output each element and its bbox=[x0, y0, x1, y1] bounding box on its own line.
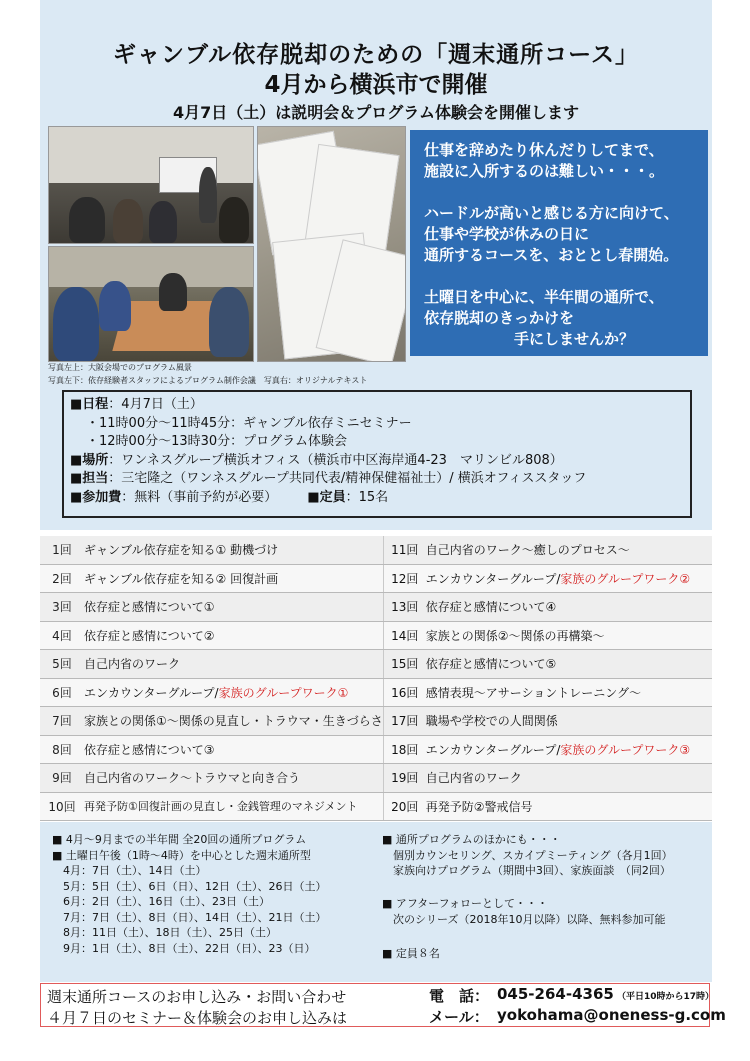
page-subtitle: 4月7日（土）は説明会＆プログラム体験会を開催します bbox=[172, 103, 580, 122]
session-number: 10回 bbox=[40, 792, 84, 821]
contact-box bbox=[40, 983, 726, 1027]
callout-text-3: 土曜日を中心に、半年間の通所で、 依存脱却のきっかけを 手にしませんか？ bbox=[424, 288, 664, 348]
after-follow: ■ アフターフォローとして・・・ 次のシリーズ（2018年10月以降）以降、無料参加可能 bbox=[382, 897, 666, 926]
session-title: エンカウンターグループ/家族のグループワーク③ bbox=[426, 735, 712, 764]
staff-label: ■担当 bbox=[70, 471, 109, 486]
seminar-apply-text: ４月７日のセミナー＆体験会のお申し込みは bbox=[47, 1009, 348, 1027]
session-title: ギャンブル依存症を知る① 動機づけ bbox=[84, 536, 383, 564]
session-number: 18回 bbox=[383, 735, 426, 764]
session-title: 家族との関係②～関係の再構築～ bbox=[426, 621, 712, 650]
session-title: 依存症と感情について② bbox=[84, 621, 383, 650]
capacity-label: ■定員 bbox=[307, 489, 346, 505]
session-number: 1回 bbox=[40, 536, 84, 564]
table-row bbox=[40, 650, 712, 679]
session-title: 感情表現～アサーショントレーニング～ bbox=[426, 678, 712, 707]
session-title: エンカウンターグループ/家族のグループワーク② bbox=[426, 564, 712, 593]
table-row bbox=[40, 792, 712, 821]
mail-label: メール： bbox=[429, 1008, 489, 1026]
staff-value: ：三宅隆之（ワンネスグループ共同代表/精神保健福祉士）/ 横浜オフィススタッフ bbox=[108, 471, 587, 486]
session-1: ・11時00分～11時45分：ギャンブル依存ミニセミナー bbox=[86, 415, 412, 431]
session-number: 14回 bbox=[383, 621, 426, 650]
session-number: 15回 bbox=[383, 650, 426, 679]
callout-box bbox=[410, 130, 708, 356]
session-number: 13回 bbox=[383, 593, 426, 622]
page-title-line2: 4月から横浜市で開催 bbox=[264, 72, 488, 98]
phone-number[interactable]: 045-264-4365 bbox=[497, 985, 614, 1003]
session-title: 自己内省のワーク bbox=[84, 650, 383, 679]
session-number: 20回 bbox=[383, 792, 426, 821]
session-number: 5回 bbox=[40, 650, 84, 679]
table-row bbox=[40, 678, 712, 707]
date-value: ：4月7日（土） bbox=[108, 397, 203, 412]
photo-caption: 写真左下：依存経験者スタッフによるプログラム制作会議 写真右：オリジナルテキスト bbox=[48, 376, 368, 385]
session-title: 再発予防②警戒信号 bbox=[426, 792, 712, 821]
schedule-table bbox=[40, 536, 712, 821]
phone-label: 電 話： bbox=[429, 987, 490, 1005]
photo-caption: 写真左上：大阪会場でのプログラム風景 bbox=[48, 363, 192, 372]
session-number: 2回 bbox=[40, 564, 84, 593]
session-number: 6回 bbox=[40, 678, 84, 707]
fee-label: ■参加費 bbox=[70, 489, 122, 505]
session-title: 依存症と感情について① bbox=[84, 593, 383, 622]
contact-inquiry-text: 週末通所コースのお申し込み・お問い合わせ bbox=[47, 988, 347, 1006]
session-2: ・12時00分～13時30分：プログラム体験会 bbox=[86, 434, 348, 449]
page-title: ギャンブル依存脱却のための「週末通所コース」 bbox=[113, 42, 639, 68]
photo-seminar bbox=[48, 126, 254, 244]
photo-meeting bbox=[48, 246, 254, 362]
table-row bbox=[40, 593, 712, 622]
table-row bbox=[40, 735, 712, 764]
session-title: 家族との関係①～関係の見直し・トラウマ・生きづらさ bbox=[84, 707, 383, 736]
session-number: 3回 bbox=[40, 593, 84, 622]
session-number: 11回 bbox=[383, 536, 426, 564]
phone-hours: （平日10時から17時） bbox=[617, 992, 715, 1002]
table-row bbox=[40, 564, 712, 593]
session-title: 再発予防①回復計画の見直し・金銭管理のマネジメント bbox=[84, 792, 383, 821]
capacity-note: ■ 定員８名 bbox=[382, 947, 440, 960]
session-title: エンカウンターグループ/家族のグループワーク① bbox=[84, 678, 383, 707]
session-title: 職場や学校での人間関係 bbox=[426, 707, 712, 736]
event-info-box bbox=[62, 390, 692, 518]
table-row bbox=[40, 621, 712, 650]
session-number: 8回 bbox=[40, 735, 84, 764]
session-title: 自己内省のワーク～トラウマと向き合う bbox=[84, 764, 383, 793]
callout-text-1: 仕事を辞めたり休んだりしてまで、 施設に入所するのは難しい・・・。 bbox=[424, 141, 665, 180]
session-number: 9回 bbox=[40, 764, 84, 793]
fee-value: ：無料（事前予約が必要） bbox=[121, 489, 278, 505]
place-value: ：ワンネスグループ横浜オフィス（横浜市中区海岸通4-23 マリンビル808） bbox=[108, 452, 563, 468]
table-row bbox=[40, 536, 712, 564]
table-row bbox=[40, 707, 712, 736]
session-number: 12回 bbox=[383, 564, 426, 593]
session-title: 依存症と感情について③ bbox=[84, 735, 383, 764]
session-number: 7回 bbox=[40, 707, 84, 736]
session-title: 依存症と感情について⑤ bbox=[426, 650, 712, 679]
photo-textbooks bbox=[257, 126, 406, 362]
session-number: 4回 bbox=[40, 621, 84, 650]
program-dates: ■ 4月～9月までの半年間 全20回の通所プログラム ■ 土曜日午後（1時～4時）を中心とした週末通所型 4月：7日（土）、14日（土） 5月：5日（土）、6日（日）、12日（土）、26日（土） 6月：2日（土）、16日（土）、23日（土） 7月：7日（土）、8日（日）、14日（土）、21日（土） 8月：11日（土）、18日（土）、25日（土） 9月：1日（土）、8日（土）、22日（日）、23（日） bbox=[52, 833, 327, 955]
email-link[interactable]: yokohama@oneness-g.com bbox=[497, 1006, 726, 1024]
place-label: ■場所 bbox=[70, 452, 109, 468]
session-number: 16回 bbox=[383, 678, 426, 707]
session-title: 自己内省のワーク bbox=[426, 764, 712, 793]
date-label: ■日程 bbox=[70, 397, 109, 412]
session-number: 19回 bbox=[383, 764, 426, 793]
capacity-value: ：15名 bbox=[345, 489, 389, 505]
table-row bbox=[40, 764, 712, 793]
session-title: 依存症と感情について④ bbox=[426, 593, 712, 622]
session-title: ギャンブル依存症を知る② 回復計画 bbox=[84, 564, 383, 593]
callout-text-2: ハードルが高いと感じる方に向けて、 仕事や学校が休みの日に 通所するコースを、おととし春開始。 bbox=[424, 204, 679, 264]
session-title: 自己内省のワーク～癒しのプロセス～ bbox=[426, 536, 712, 564]
session-number: 17回 bbox=[383, 707, 426, 736]
extra-programs: ■ 通所プログラムのほかにも・・・ 個別カウンセリング、スカイプミーティング（各月1回） 家族向けプログラム（期間中3回）、家族面談 （同2回） bbox=[382, 833, 673, 877]
